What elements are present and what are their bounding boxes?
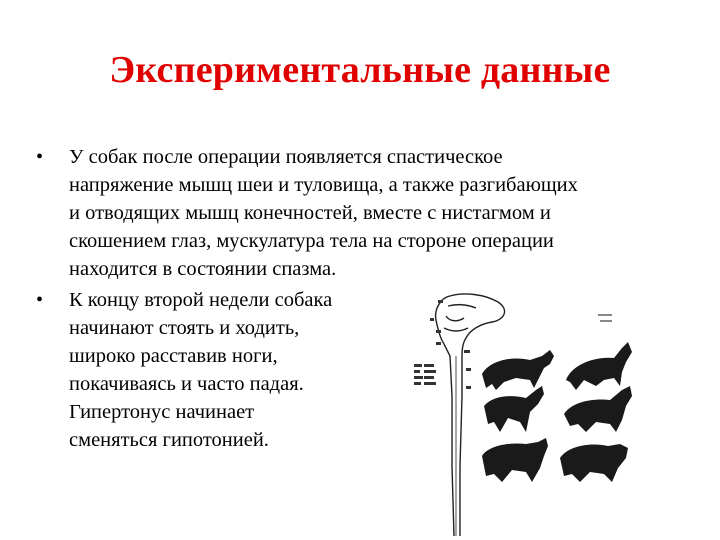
dog-icon [566, 342, 632, 390]
bullet-line: покачиваясь и часто падая. [69, 373, 304, 395]
bullet-line: К концу второй недели собака [69, 289, 333, 311]
slide-title: Экспериментальные данные [109, 49, 611, 91]
bullet-text [69, 143, 578, 283]
bullet-line: скошением глаз, мускулатура тела на стороне операции [69, 230, 554, 252]
bullet-line: Гипертонус начинает [69, 401, 255, 423]
dog-icon [482, 438, 548, 482]
brain-stem-and-dogs-illustration [400, 286, 652, 540]
bullet-line: напряжение мышц шеи и туловища, а также разгибающих [69, 174, 578, 196]
small-notation [598, 314, 612, 322]
bullet-line: сменяться гипотонией. [69, 429, 269, 451]
bullet-line: У собак после операции появляется спастическое [69, 146, 503, 168]
bullet-line: и отводящих мышц конечностей, вместе с нистагмом и [69, 202, 551, 224]
dog-icon [484, 386, 544, 432]
dog-icon [482, 350, 554, 390]
bullet-text [69, 286, 332, 454]
bullet-marker: • [36, 146, 44, 168]
dog-icon [564, 386, 632, 432]
bullet-line: широко расставив ноги, [69, 345, 278, 367]
bullet-marker: • [36, 289, 44, 311]
dog-icon [560, 444, 628, 482]
bullet-line: находится в состоянии спазма. [69, 258, 337, 280]
bullet-line: начинают стоять и ходить, [69, 317, 300, 339]
